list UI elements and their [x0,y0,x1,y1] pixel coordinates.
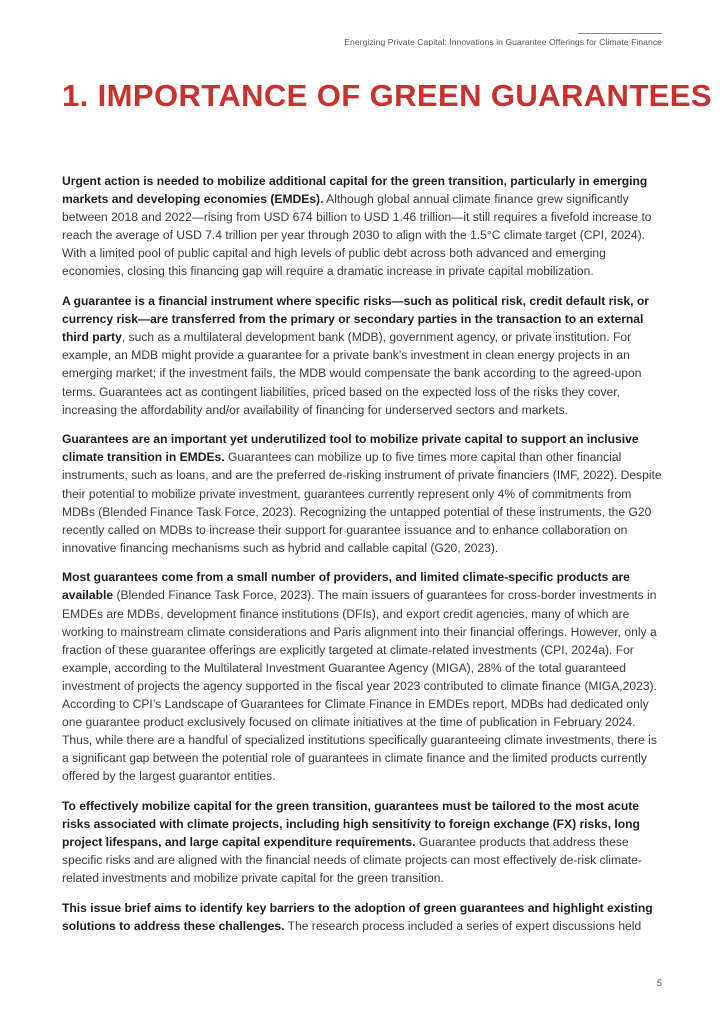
paragraph [62,172,664,281]
paragraph-body: The research process included a series of expert discussions held [284,919,642,934]
paragraph [62,430,664,557]
paragraph-lead: A guarantee is a financial instrument where specific risks—such as political risk, credit default risk, or currency risk—are transferred from the primary or secondary parties in the transaction to an external third party [62,294,649,345]
paragraph [62,568,664,785]
paragraph-lead: To effectively mobilize capital for the green transition, guarantees must be tailored to the most acute risks associated with climate projects, including high sensitivity to foreign exchange (FX) risks, long project lifespans, and large capital expenditure requirements. [62,799,640,850]
paragraph [62,899,664,935]
paragraph-lead: This issue brief aims to identify key barriers to the adoption of green guarantees and highlight existing solutions to address these challenges. [62,900,653,934]
paragraph [62,797,664,887]
header-rule [578,33,662,34]
paragraph-lead: Guarantees are an important yet underutilized tool to mobilize private capital to support an inclusive climate transition in EMDEs. [62,432,639,465]
section-title: 1. IMPORTANCE OF GREEN GUARANTEES [62,78,712,113]
paragraph-body: Guarantee products that address these specific risks and are aligned with the financial needs of climate projects can most effectively de-risk climate-related investments and mobilize private capital for the green transition. [62,835,642,886]
running-header: Energizing Private Capital: Innovations in Guarantee Offerings for Climate Finance [344,37,662,47]
body-content [62,172,664,947]
paragraph-body: , such as a multilateral development bank (MDB), government agency, or private institution. For example, an MDB might provide a guarantee for a private bank’s investment in clean energy projects in an emerging market; if the investment fails, the MDB would compensate the bank according to the agreed-upon terms. Guarantees act as contingent liabilities, priced based on the expected loss of the risks they cover, increasing the affordability and/or availability of financing for underserved sectors and markets. [62,330,642,417]
paragraph-body: Although global annual climate finance grew significantly between 2018 and 2022—rising from USD 674 billion to USD 1.46 trillion—it still requires a fivefold increase to reach the average of USD 7.4 trillion per year through 2030 to align with the 1.5°C climate target (CPI, 2024). With a limited pool of public capital and high levels of public debt across both advanced and emerging economies, closing this financing gap will require a dramatic increase in private capital mobilization. [62,192,652,279]
paragraph-body: Guarantees can mobilize up to five times more capital than other financial instruments, such as loans, and are the preferred de-risking instrument of private financiers (IMF, 2022). Despite their potential to mobilize private investment, guarantees currently represent only 4% of commitments from MDBs (Blended Finance Task Force, 2023). Recognizing the untapped potential of these instruments, the G20 recently called on MDBs to increase their support for guarantee issuance and to enhance collaboration on innovative financing mechanisms such as hybrid and callable capital (G20, 2023). [62,450,662,555]
paragraph-lead: Most guarantees come from a small number of providers, and limited climate-specific products are available [62,570,630,603]
page-number: 5 [656,978,662,988]
paragraph [62,292,664,419]
paragraph-lead: Urgent action is needed to mobilize additional capital for the green transition, particularly in emerging markets and developing economies (EMDEs). [62,174,648,207]
paragraph-body: (Blended Finance Task Force, 2023). The main issuers of guarantees for cross-border investments in EMDEs are MDBs, development finance institutions (DFIs), and export credit agencies, many of which are working to mainstream climate considerations and Paris alignment into their financial offerings. However, only a fraction of these guarantee offerings are explicitly targeted at climate-related investments (CPI, 2024a). For example, according to the Multilateral Investment Guarantee Agency (MIGA), 28% of the total guaranteed investment of projects the agency supported in the fiscal year 2023 contributed to climate finance (MIGA,2023). According to CPI’s Landscape of Guarantees for Climate Finance in EMDEs report, MDBs had dedicated only one guarantee product exclusively focused on climate initiatives at the time of publication in February 2024. Thus, while there are a handful of specialized institutions specifically guaranteeing climate investments, there is a significant gap between the potential role of guarantees in climate finance and the limited products currently offered by the largest guarantor entities. [62,588,657,784]
